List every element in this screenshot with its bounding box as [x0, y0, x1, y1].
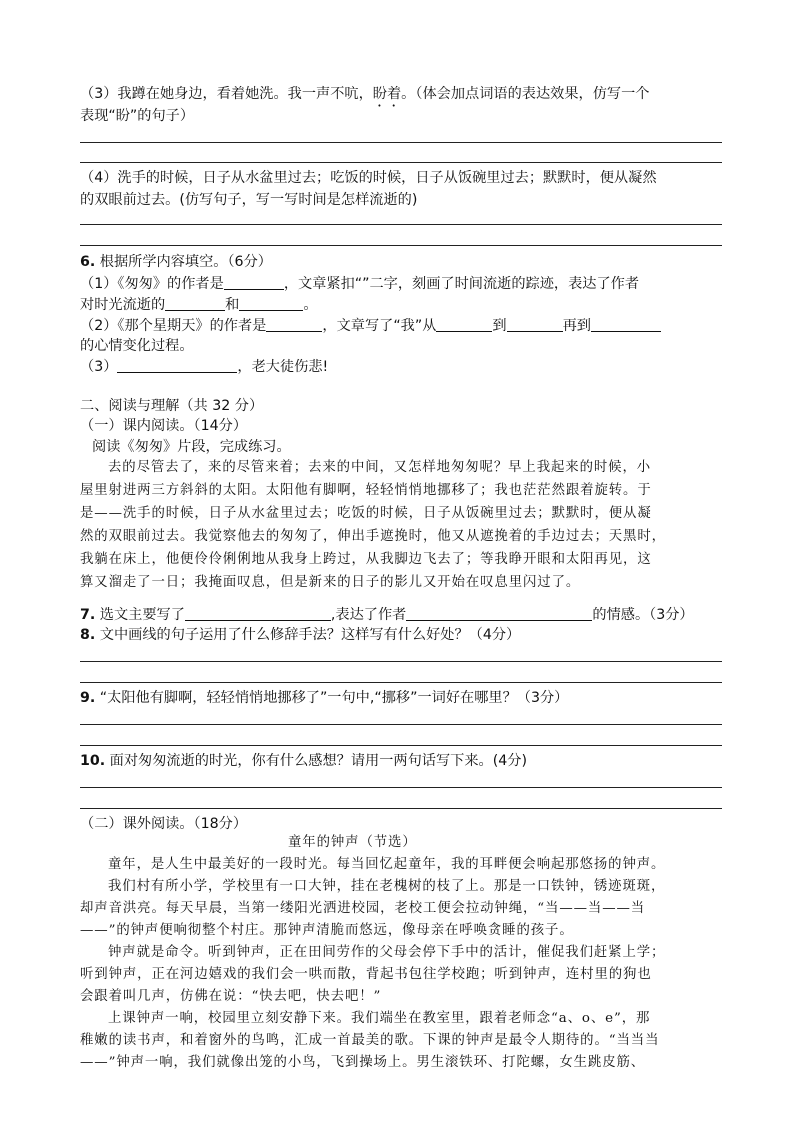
passage-line: 屋里射进两三方斜斜的太阳。太阳他有脚啊，轻轻悄悄地挪移了；我也茫茫然跟着旋转。于: [80, 483, 652, 498]
q7-text-a: 选文主要写了: [99, 607, 185, 623]
story-line: 稚嫩的读书声，和着窗外的鸟鸣，汇成一首最美的歌。下课的钟声是最令人期待的。“当当当: [80, 1033, 660, 1048]
passage-line: 去的尽管去了，来的尽管来着；去来的中间，又怎样地匆匆呢？早上我起来的时候，小: [108, 460, 652, 475]
q8: [80, 625, 520, 645]
q6-l5-b: ，老大徒伤悲!: [237, 359, 329, 375]
fill-blank[interactable]: [406, 604, 592, 621]
q4-line1: （4）洗手的时候，日子从水盆里过去；吃饭的时候，日子从饭碗里过去；默默时，便从凝然: [80, 170, 657, 186]
fill-blank[interactable]: [436, 315, 492, 332]
answer-line[interactable]: [80, 142, 722, 143]
answer-line[interactable]: [80, 724, 722, 725]
story-line: ——”钟声一响，我们就像出笼的小鸟，飞到操场上。男生滚铁环、打陀螺，女生跳皮筋、: [80, 1055, 646, 1070]
q10-text: 面对匆匆流逝的时光，你有什么感想？请用一两句话写下来。(4分): [109, 753, 528, 769]
fill-blank[interactable]: [507, 315, 563, 332]
answer-line[interactable]: [80, 808, 722, 809]
q6-number: 6.: [80, 254, 96, 270]
passage-line: 是——洗手的时候，日子从水盆里过去；吃饭的时候，日子从饭碗里过去；默默时，便从凝: [80, 506, 652, 521]
q6-l1-a: （1）《匆匆》的作者是: [80, 276, 224, 292]
q9: [80, 688, 568, 708]
q6-l3-b: ，文章写了“我”从: [322, 318, 437, 334]
q6-l1-b: ，文章紧扣“”二字，刻画了时间流逝的踪迹，表达了作者: [283, 276, 640, 292]
q8-text: 文中画线的句子运用了什么修辞手法？这样写有什么好处？（4分）: [99, 627, 521, 643]
q6-line1: [80, 273, 639, 294]
q10-number: 10.: [80, 753, 106, 769]
story-line: ——”的钟声便响彻整个村庄。那钟声清脆而悠远，像母亲在呼唤贪睡的孩子。: [80, 923, 574, 938]
q6-l3-c: 到: [492, 318, 507, 334]
q6-title: 根据所学内容填空。（6分）: [99, 254, 272, 270]
q3-dotted-words: 盼着: [372, 86, 402, 102]
q7-text-c: 的情感。（3分）: [592, 607, 694, 623]
q3-text-b: 。（体会加点词语的表达效果，仿写一个: [401, 86, 650, 102]
q4-line2: 的双眼前过去。(仿写句子，写一写时间是怎样流逝的): [80, 192, 418, 208]
fill-blank[interactable]: [117, 356, 237, 373]
story-line: 听到钟声，正在河边嬉戏的我们会一哄而散，背起书包往学校跑；听到钟声，连村里的狗也: [80, 967, 652, 982]
story-line: 我们村有所小学，学校里有一口大钟，挂在老槐树的枝了上。那是一口铁钟，锈迹斑斑，: [108, 879, 666, 894]
section-title: 二、阅读与理解（共 32 分）: [80, 398, 264, 414]
q6-l2-b: 和: [225, 297, 240, 313]
story-line: 会跟着叫几声，仿佛在说：“快去吧，快去吧！”: [80, 989, 382, 1004]
answer-line[interactable]: [80, 661, 722, 662]
story-line: 童年，是人生中最美好的一段时光。每当回忆起童年，我的耳畔便会响起那悠扬的钟声。: [108, 857, 666, 872]
fill-blank[interactable]: [165, 294, 225, 311]
story-title: 童年的钟声（节选）: [288, 835, 417, 850]
answer-line[interactable]: [80, 224, 722, 225]
fill-blank[interactable]: [185, 604, 331, 621]
q6-heading: [80, 252, 272, 272]
subsection-title: （一）课内阅读。（14分）: [80, 418, 248, 434]
q7-number: 7.: [80, 607, 96, 623]
q6-l2-c: 。: [303, 297, 318, 313]
passage-line: 我躺在床上，他便伶伶俐俐地从我身上跨过，从我脚边飞去了；等我睁开眼和太阳再见，这: [80, 552, 652, 567]
answer-line[interactable]: [80, 162, 722, 163]
q6-l2-a: 对时光流逝的: [80, 297, 166, 313]
q6-l3-d: 再到: [562, 318, 591, 334]
q9-text: “太阳他有脚啊，轻轻悄悄地挪移了”一句中,“挪移”一词好在哪里？（3分）: [99, 690, 569, 706]
q6-line2: [80, 294, 318, 315]
fill-blank[interactable]: [239, 294, 303, 311]
passage-line: 算又溜走了一日；我掩面叹息，但是新来的日子的影儿又开始在叹息里闪过了。: [80, 575, 581, 590]
answer-line[interactable]: [80, 787, 722, 788]
q9-number: 9.: [80, 690, 96, 706]
q6-l5-a: （3）: [80, 359, 118, 375]
answer-line[interactable]: [80, 245, 722, 246]
q7-text-b: ,表达了作者: [330, 607, 407, 623]
passage-line: 然的双眼前过去。我觉察他去的匆匆了，伸出手遮挽时，他又从遮挽着的手边过去；天黑时，: [80, 529, 666, 544]
q6-line3: [80, 315, 661, 336]
reading-instruction: 阅读《匆匆》片段，完成练习。: [92, 439, 291, 455]
q6-line5: [80, 356, 328, 377]
q6-line4: 的心情变化过程。: [80, 338, 194, 354]
q6-l3-a: （2）《那个星期天》的作者是: [80, 318, 267, 334]
answer-line[interactable]: [80, 745, 722, 746]
fill-blank[interactable]: [591, 315, 661, 332]
q10: [80, 751, 527, 771]
story-line: 却声音洪亮。每天早晨，当第一缕阳光洒进校园，老校工便会拉动钟绳，“当——当——当: [80, 901, 646, 916]
story-line: 钟声就是命令。听到钟声，正在田间劳作的父母会停下手中的活计，催促我们赶紧上学；: [108, 945, 666, 960]
q3-text-a: （3）我蹲在她身边，看着她洗。我一声不吭，: [80, 86, 373, 102]
fill-blank[interactable]: [224, 273, 284, 290]
q8-number: 8.: [80, 627, 96, 643]
story-line: 上课钟声一响，校园里立刻安静下来。我们端坐在教室里，跟着老师念“a、o、e”，那: [108, 1011, 651, 1026]
answer-line[interactable]: [80, 682, 722, 683]
q7: [80, 604, 694, 625]
q3-line2: 表现“盼”的句子）: [80, 108, 195, 124]
subsection-title: （二）课外阅读。（18分）: [80, 816, 248, 832]
fill-blank[interactable]: [266, 315, 322, 332]
